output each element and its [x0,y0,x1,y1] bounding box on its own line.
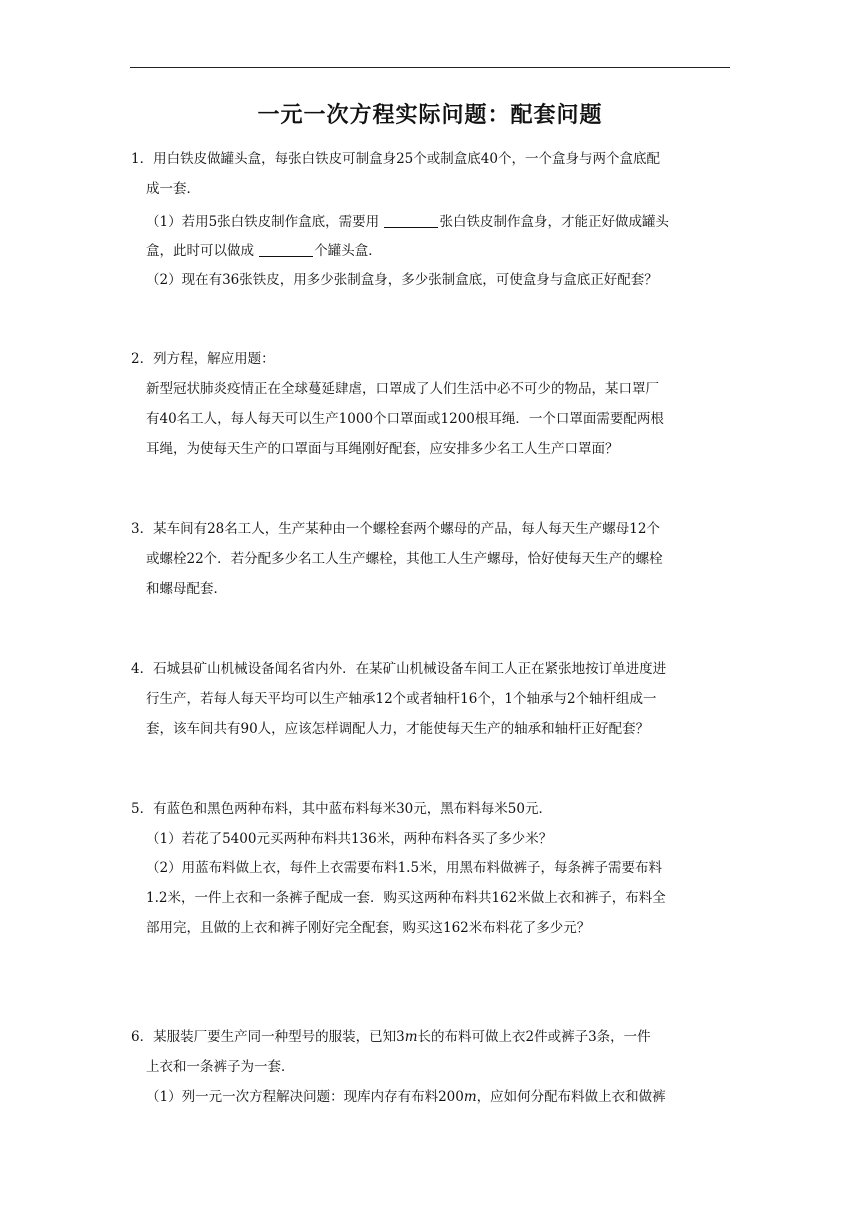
q5-line-5: 部用完，且做的上衣和裤子刚好完全配套，购买这162米布料花了多少元？ [146,920,591,936]
q6-part-1-text-b: ，应如何分配布料做上衣和做裤 [476,1089,666,1105]
q1-line-4 [146,241,382,261]
q1-line-1: 1．用白铁皮做罐头盒，每张白铁皮可制盒身25个或制盒底40个，一个盒身与两个盒底配 [131,151,660,167]
q6-line-1 [131,1027,651,1047]
q1-part-1-text-a: （1）若用5张白铁皮制作盒底，需要用 [146,214,384,230]
header-rule [130,67,730,68]
q3-line-2: 或螺栓22个．若分配多少名工人生产螺栓，其他工人生产螺母，恰好使每天生产的螺栓 [146,551,663,567]
q4-line-2: 行生产，若每人每天平均可以生产轴承12个或者轴杆16个，1个轴承与2个轴杆组成一 [146,691,657,707]
q2-line-4: 耳绳，为使每天生产的口罩面与耳绳刚好配套，应安排多少名工人生产口罩面？ [146,441,619,457]
q2-line-1: 2．列方程，解应用题： [131,351,275,367]
q3-line-1: 3．某车间有28名工人，生产某种由一个螺栓套两个螺母的产品，每人每天生产螺母12个 [131,521,660,537]
q6-unit-m-2: m [463,1089,477,1105]
q6-line-2: 上衣和一条裤子为一套． [146,1059,295,1075]
q5-part-2: （2）用蓝布料做上衣，每件上衣需要布料1.5米，用黑布料做裤子，每条裤子需要布料 [146,860,663,876]
page-title: 一元一次方程实际问题：配套问题 [257,103,603,128]
q1-answer-blank-1[interactable] [384,213,438,228]
q5-part-1: （1）若花了5400元买两种布料共136米，两种布料各买了多少米？ [146,831,553,847]
q1-part-1 [146,212,669,232]
q1-line-4-text-b: 个罐头盒． [314,243,382,259]
q2-line-3: 有40名工人，每人每天可以生产1000个口罩面或1200根耳绳．一个口罩面需要配两根 [146,411,664,427]
q4-line-3: 套，该车间共有90人，应该怎样调配人力，才能使每天生产的轴承和轴杆正好配套？ [146,721,650,737]
q6-part-1-text-a: （1）列一元一次方程解决问题：现库内存有布料200 [146,1089,464,1105]
q1-line-2: 成一套． [146,181,200,197]
q1-answer-blank-2[interactable] [259,242,313,257]
q6-line-1-text-b: 长的布料可做上衣2件或裤子3条，一件 [417,1029,651,1045]
q5-line-1: 5．有蓝色和黑色两种布料，其中蓝布料每米30元，黑布料每米50元． [131,801,552,817]
q6-part-1 [146,1087,666,1107]
q5-line-4: 1.2米，一件上衣和一条裤子配成一套．购买这两种布料共162米做上衣和裤子，布料全 [146,890,666,906]
q3-line-3: 和螺母配套． [146,581,227,597]
q6-line-1-text-a: 6．某服装厂要生产同一种型号的服装，已知3 [131,1029,405,1045]
q1-part-2: （2）现在有36张铁皮，用多少张制盒身，多少张制盒底，可使盒身与盒底正好配套？ [146,272,658,288]
q6-unit-m-1: m [404,1029,418,1045]
q4-line-1: 4．石城县矿山机械设备闻名省内外．在某矿山机械设备车间工人正在紧张地按订单进度进 [131,661,667,677]
q2-line-2: 新型冠状肺炎疫情正在全球蔓延肆虐，口罩成了人们生活中必不可少的物品，某口罩厂 [146,381,659,397]
q1-part-1-text-b: 张白铁皮制作盒身，才能正好做成罐头 [439,214,669,230]
q1-line-4-text-a: 盒，此时可以做成 [146,243,259,259]
